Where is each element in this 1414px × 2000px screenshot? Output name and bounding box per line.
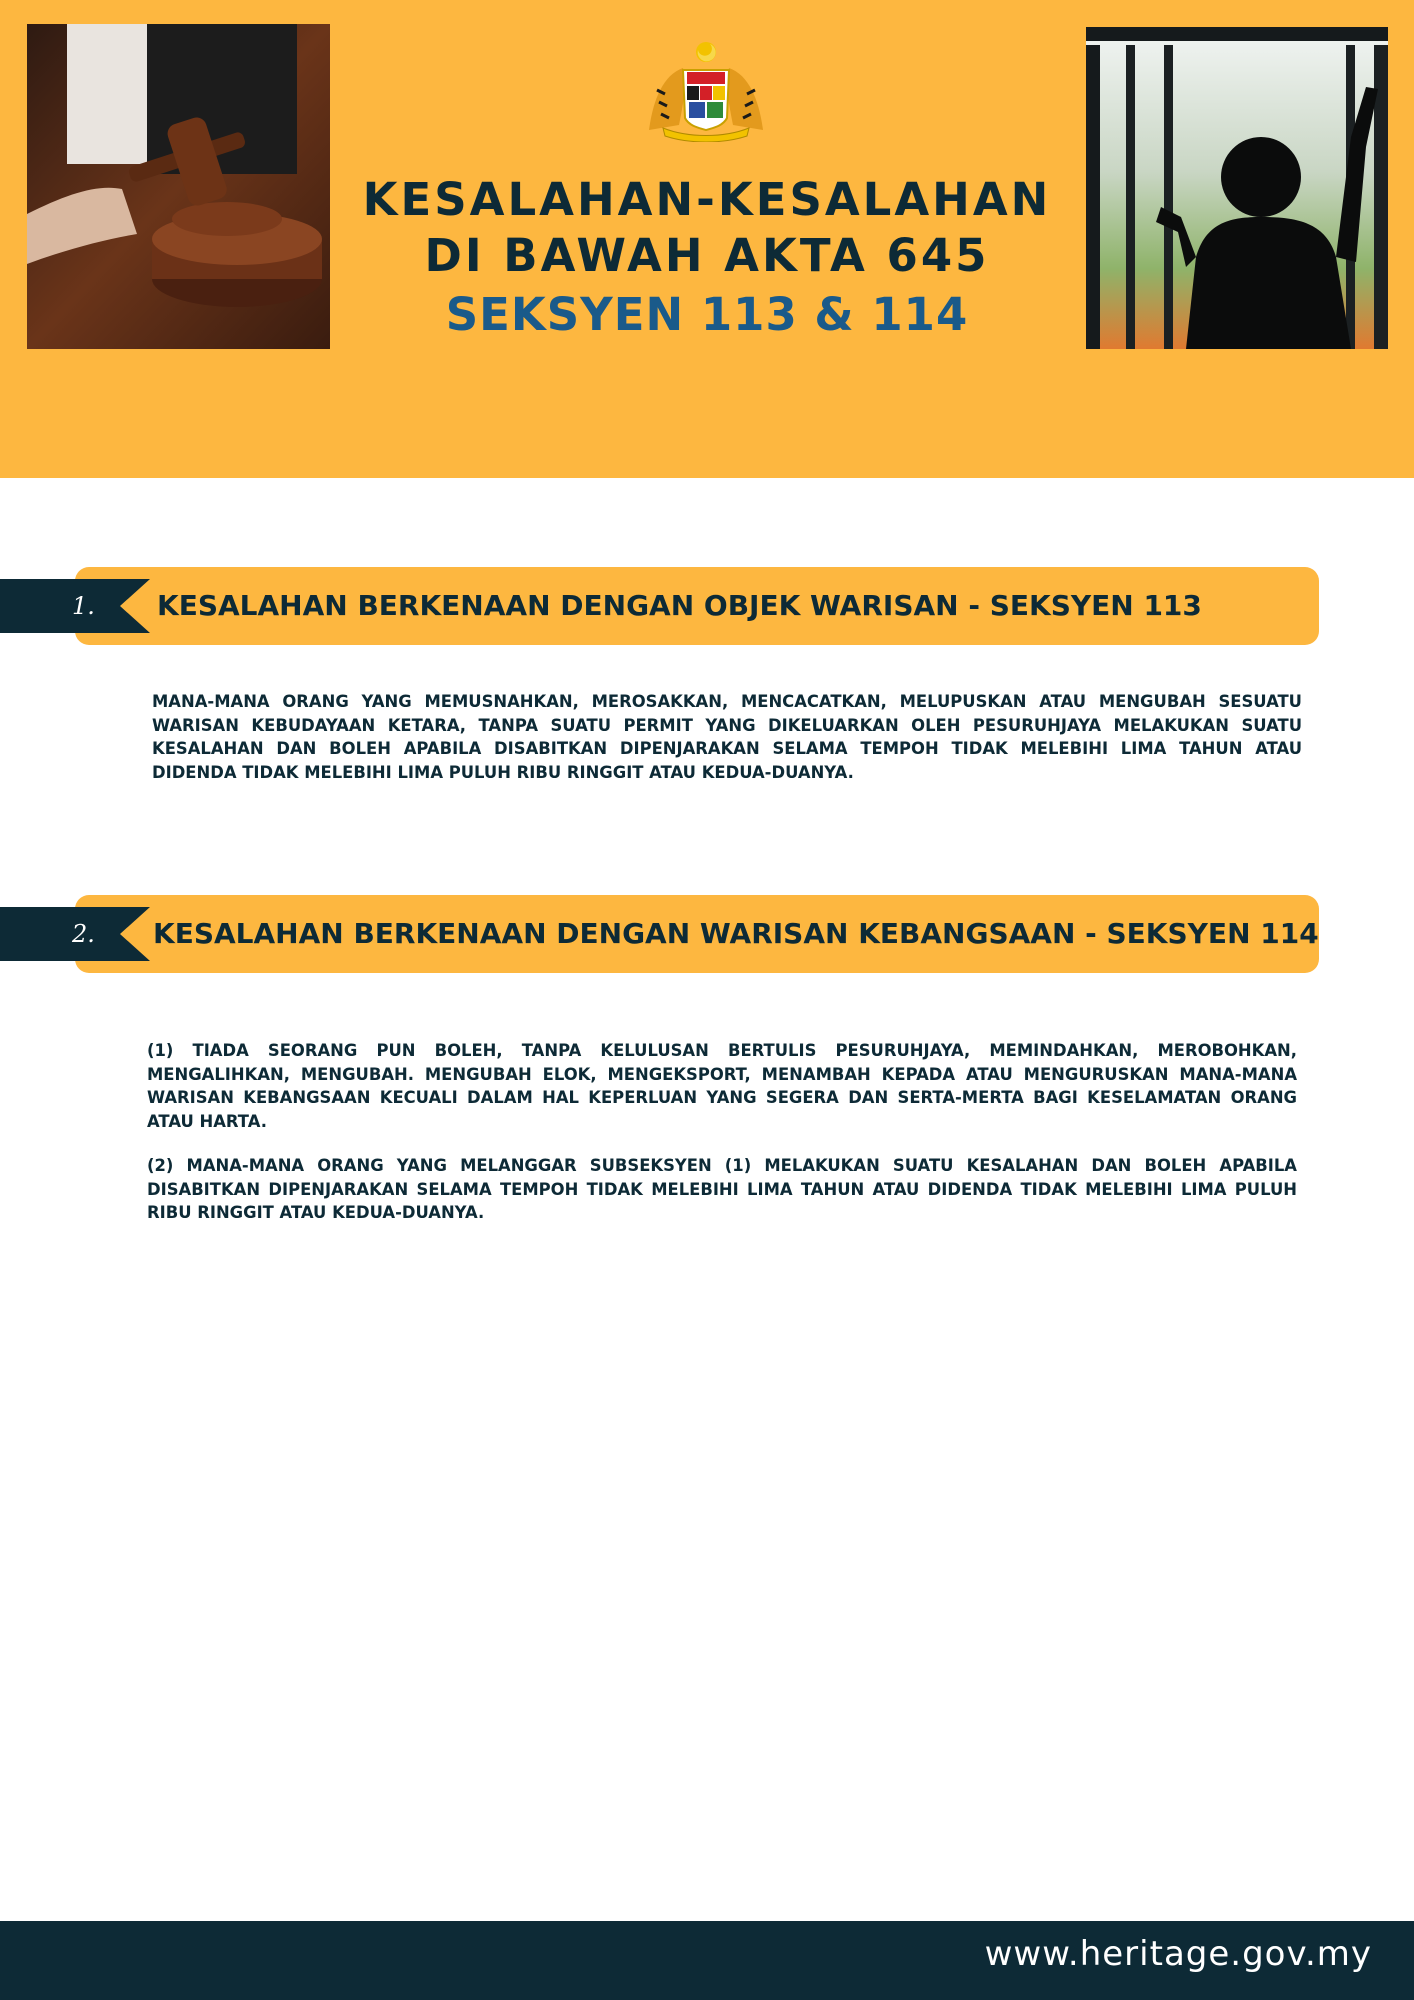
malaysia-coat-of-arms-icon — [643, 40, 769, 142]
title-line-1: KESALAHAN-KESALAHAN — [362, 173, 1052, 226]
section-1-title: KESALAHAN BERKENAAN DENGAN OBJEK WARISAN - SEKSYEN 113 — [157, 589, 1202, 622]
title-line-2: DI BAWAH AKTA 645 — [424, 229, 990, 282]
section-2-title: KESALAHAN BERKENAAN DENGAN WARISAN KEBANGSAAN - SEKSYEN 114 — [153, 917, 1319, 950]
section-1-paragraph: MANA-MANA ORANG YANG MEMUSNAHKAN, MEROSAKKAN, MENCACATKAN, MELUPUSKAN ATAU MENGUBAH SESUATU WARISAN KEBUDAYAAN KETARA, TANPA SUATU PERMIT YANG DIKELUARKAN OLEH PESURUHJAYA MELAKUKAN SUATU KESALAHAN DAN BOLEH APABILA DISABITKAN DIPENJARAKAN SELAMA TEMPOH TIDAK MELEBIHI LIMA TAHUN ATAU DIDENDA TIDAK MELEBIHI LIMA PULUH RIBU RINGGIT ATAU KEDUA-DUANYA. — [152, 692, 1302, 782]
section-2-number: 2. — [72, 920, 95, 948]
gavel-illustration — [27, 24, 330, 349]
section-1-banner — [75, 567, 1319, 645]
footer-bar — [0, 1921, 1414, 2000]
prison-bars-illustration — [1086, 27, 1388, 349]
person-behind-bars-photo — [1086, 27, 1388, 349]
judge-gavel-photo — [27, 24, 330, 349]
section-2-paragraph-2: (2) MANA-MANA ORANG YANG MELANGGAR SUBSEKSYEN (1) MELAKUKAN SUATU KESALAHAN DAN BOLEH APABILA DISABITKAN DIPENJARAKAN SELAMA TEMPOH TIDAK MELEBIHI LIMA TAHUN ATAU DIDENDA TIDAK MELEBIHI LIMA PULUH RIBU RINGGIT ATAU KEDUA-DUANYA. — [147, 1156, 1297, 1222]
section-2-paragraph-1: (1) TIADA SEORANG PUN BOLEH, TANPA KELULUSAN BERTULIS PESURUHJAYA, MEMINDAHKAN, MEROBOHKAN, MENGALIHKAN, MENGUBAH. MENGUBAH ELOK, MENGEKSPORT, MENAMBAH KEPADA ATAU MENGURUSKAN MANA-MANA WARISAN KEBANGSAAN KECUALI DALAM HAL KEPERLUAN YANG SEGERA DAN SERTA-MERTA BAGI KESELAMATAN ORANG ATAU HARTA. — [147, 1041, 1297, 1131]
section-1-number: 1. — [72, 592, 95, 620]
section-2-banner — [75, 895, 1319, 973]
page-title — [340, 172, 1074, 346]
footer-website-link[interactable]: www.heritage.gov.my — [984, 1934, 1372, 1974]
page-subtitle: SEKSYEN 113 & 114 — [445, 288, 969, 341]
